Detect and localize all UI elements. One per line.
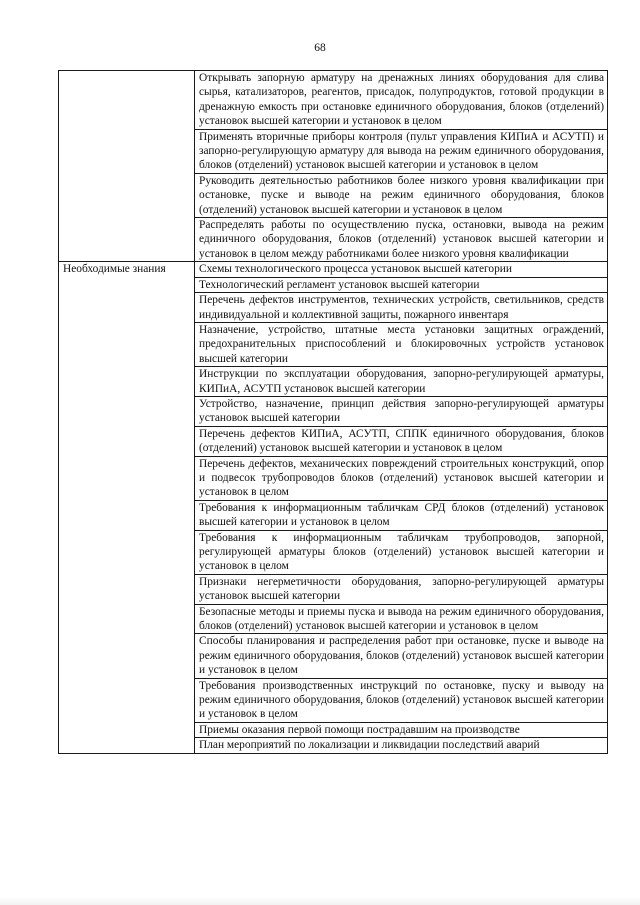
row-text-cell: План мероприятий по локализации и ликвидации последствий аварий: [195, 738, 608, 753]
row-text-cell: Приемы оказания первой помощи пострадавшим на производстве: [195, 722, 608, 737]
row-text-cell: Назначение, устройство, штатные места установки защитных ограждений, предохранительных приспособлений и блокировочных устройств установок высшей категории: [195, 322, 608, 366]
row-text-cell: Перечень дефектов КИПиА, АСУТП, СППК единичного оборудования, блоков (отделений) установок высшей категории и установок в целом: [195, 426, 608, 456]
scan-edge: [0, 897, 640, 905]
row-text-cell: Применять вторичные приборы контроля (пульт управления КИПиА и АСУТП) и запорно-регулирующую арматуру для вывода на режим единичного оборудования, блоков (отделений) установок высшей категории и установок в целом: [195, 129, 608, 173]
table-row: [59, 71, 608, 130]
row-text-cell: Требования к информационным табличкам трубопроводов, запорной, регулирующей арматуры блоков (отделений) установок высшей категории и установок в целом: [195, 530, 608, 574]
section-label-knowledge: Необходимые знания: [59, 262, 195, 753]
row-text-cell: Способы планирования и распределения работ при остановке, пуске и выводе на режим единичного оборудования, блоков (отделений) установок высшей категории и установок в целом: [195, 634, 608, 678]
row-text-cell: Требования к информационным табличкам СРД блоков (отделений) установок высшей категории и установок в целом: [195, 500, 608, 530]
row-text-cell: Признаки негерметичности оборудования, запорно-регулирующей арматуры установок высшей категории: [195, 574, 608, 604]
row-text-cell: Требования производственных инструкций по остановке, пуску и выводу на режим единичного оборудования, блоков (отделений) установок высшей категории и установок в целом: [195, 678, 608, 722]
page-number: 68: [314, 42, 326, 54]
row-text-cell: Перечень дефектов инструментов, технических устройств, светильников, средств индивидуальной и коллективной защиты, пожарного инвентаря: [195, 293, 608, 323]
row-text-cell: Безопасные методы и приемы пуска и вывода на режим единичного оборудования, блоков (отделений) установок высшей категории и установок в целом: [195, 604, 608, 634]
row-text-cell: Открывать запорную арматуру на дренажных линиях оборудования для слива сырья, катализаторов, реагентов, присадок, полупродуктов, готовой продукции в дренажную емкость при остановке единичного оборудования, блоков (отделений) установок высшей категории и установок в целом: [195, 71, 608, 130]
row-text-cell: Перечень дефектов, механических повреждений строительных конструкций, опор и подвесок трубопроводов блоков (отделений) установок высшей категории и установок в целом: [195, 456, 608, 500]
requirements-table: [58, 70, 608, 754]
row-text-cell: Распределять работы по осуществлению пуска, остановки, вывода на режим единичного оборудования, блоков (отделений) установок высшей категории и установок в целом между работниками более низкого уровня квалификации: [195, 218, 608, 262]
row-label-cell: [59, 71, 195, 262]
row-text-cell: Руководить деятельностью работников более низкого уровня квалификации при остановке, пуске и выводе на режим единичного оборудования, блоков (отделений) установок высшей категории и установок в целом: [195, 173, 608, 217]
table-body: [59, 71, 608, 754]
row-text-cell: Устройство, назначение, принцип действия запорно-регулирующей арматуры установок высшей категории: [195, 396, 608, 426]
row-text-cell: Инструкции по эксплуатации оборудования, запорно-регулирующей арматуры, КИПиА, АСУТП установок высшей категории: [195, 367, 608, 397]
row-text-cell: Схемы технологического процесса установок высшей категории: [195, 262, 608, 277]
row-text-cell: Технологический регламент установок высшей категории: [195, 277, 608, 292]
table-row: [59, 262, 608, 277]
